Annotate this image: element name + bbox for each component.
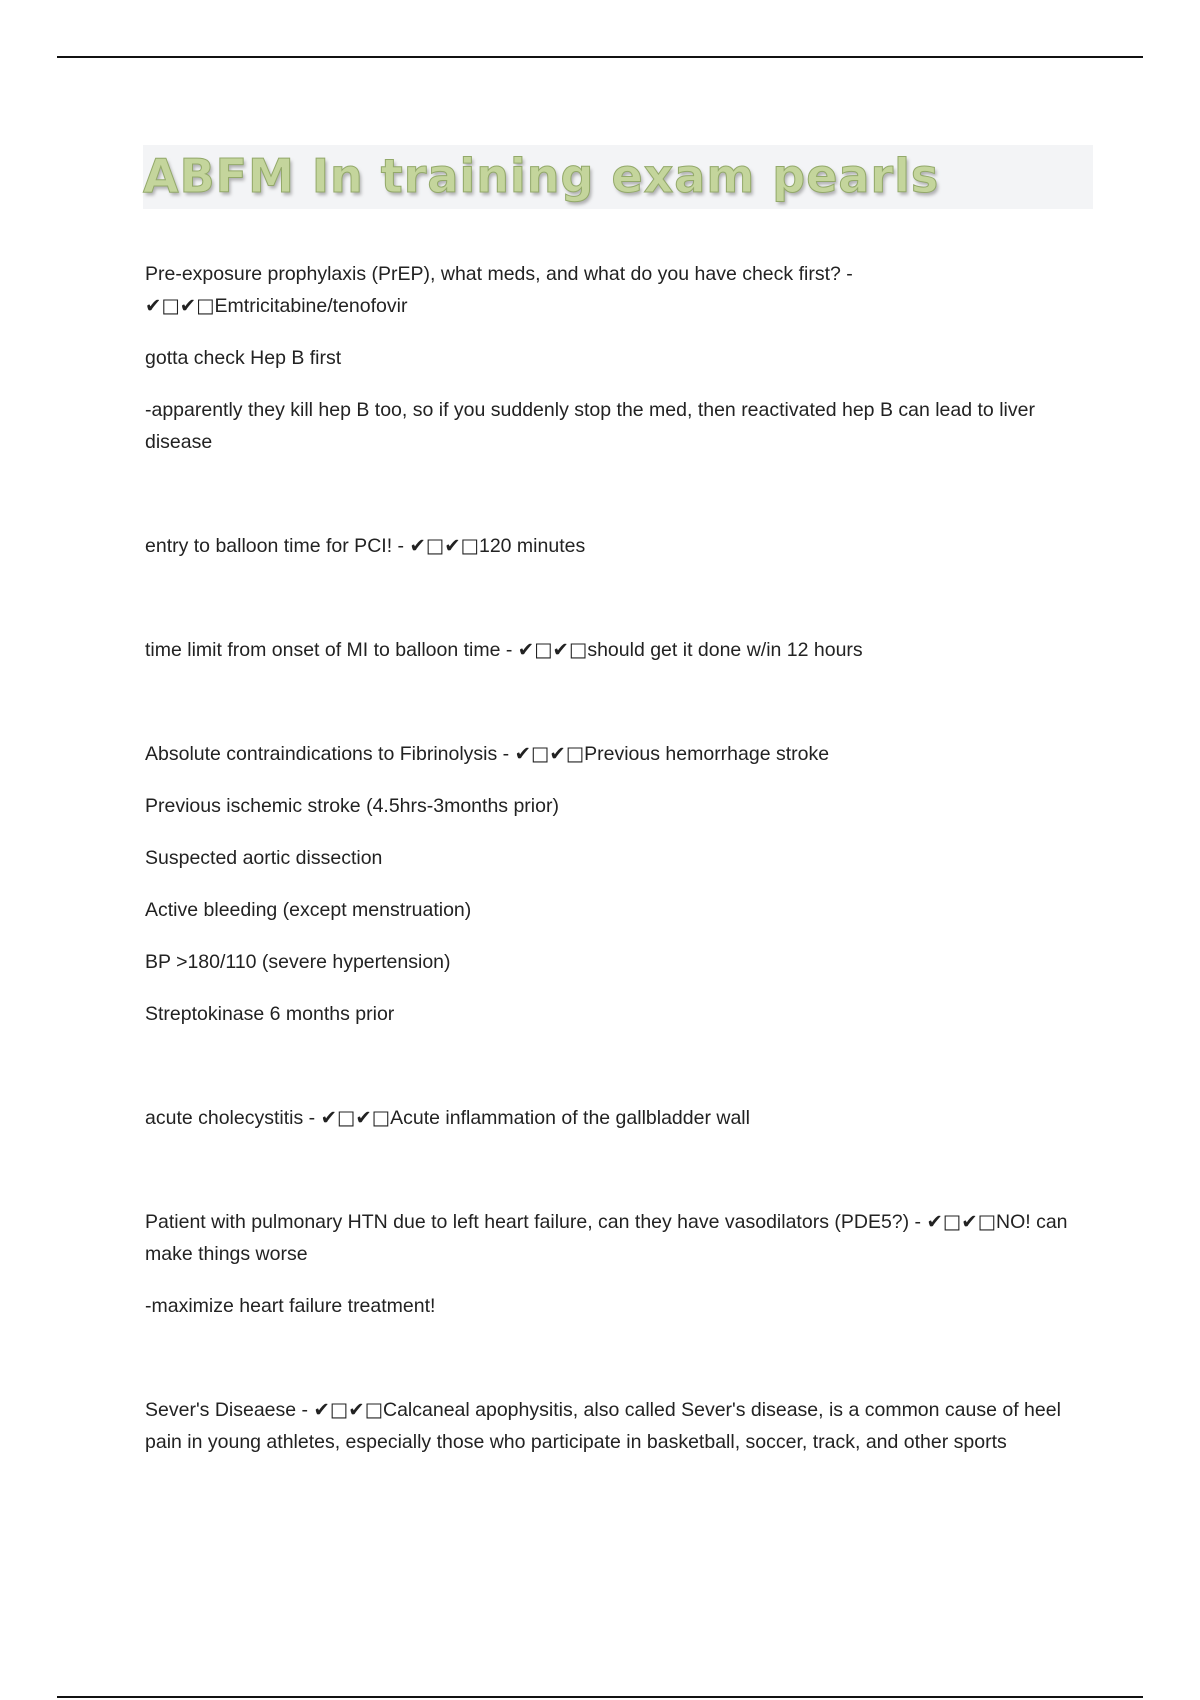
checkmark-icon: ✔□✔□ — [313, 1398, 383, 1421]
checkmark-icon: ✔□✔□ — [145, 294, 215, 317]
question-text: Pre-exposure prophylaxis (PrEP), what meds, and what do you have check first? - — [145, 263, 853, 285]
answer-text: Calcaneal apophysitis, also called Sever's disease, is a common cause of heel pain in young athletes, especially those who participate in basketball, soccer, track, and other sports — [145, 1399, 1061, 1453]
answer-text: should get it done w/in 12 hours — [587, 639, 863, 661]
qa-entry — [145, 1206, 1095, 1270]
document-title: ABFM In training exam pearls — [143, 149, 940, 203]
note-line: gotta check Hep B first — [145, 347, 342, 369]
checkmark-icon: ✔□✔□ — [514, 742, 585, 765]
checkmark-icon: ✔□✔□ — [409, 534, 479, 557]
question-text: time limit from onset of MI to balloon time - — [145, 639, 518, 661]
qa-entry — [145, 1394, 1095, 1458]
checkmark-icon: ✔□✔□ — [926, 1210, 996, 1233]
question-text: entry to balloon time for PCI! - — [145, 535, 410, 557]
note-line: Streptokinase 6 months prior — [145, 1003, 395, 1025]
answer-text: Emtricitabine/tenofovir — [214, 295, 408, 317]
top-divider — [57, 56, 1143, 58]
note-line: Active bleeding (except menstruation) — [145, 899, 472, 921]
answer-text: Previous hemorrhage stroke — [584, 743, 830, 765]
checkmark-icon: ✔□✔□ — [320, 1106, 391, 1129]
question-text: Patient with pulmonary HTN due to left heart failure, can they have vasodilators (PDE5?) - — [145, 1211, 927, 1233]
question-text: Sever's Diseaese - — [145, 1399, 314, 1421]
qa-entry — [145, 738, 1095, 770]
checkmark-icon: ✔□✔□ — [517, 638, 588, 661]
qa-entry — [145, 1102, 1095, 1134]
answer-text: NO! can make things worse — [145, 1211, 1068, 1265]
question-text: Absolute contraindications to Fibrinolysis - — [145, 743, 515, 765]
bottom-divider — [57, 1696, 1143, 1698]
answer-text: Acute inflammation of the gallbladder wall — [390, 1107, 750, 1129]
title-band — [143, 145, 1093, 209]
note-line: -maximize heart failure treatment! — [145, 1295, 436, 1317]
qa-entry — [145, 530, 1095, 562]
note-line: BP >180/110 (severe hypertension) — [145, 951, 451, 973]
answer-text: 120 minutes — [478, 535, 586, 557]
question-text: acute cholecystitis - — [145, 1107, 321, 1129]
document-body — [145, 258, 1095, 1478]
qa-entry — [145, 258, 1095, 322]
note-line: Suspected aortic dissection — [145, 847, 383, 869]
qa-entry — [145, 634, 1095, 666]
note-line: Previous ischemic stroke (4.5hrs-3months prior) — [145, 795, 559, 817]
note-line: -apparently they kill hep B too, so if you suddenly stop the med, then reactivated hep B can lead to liver disease — [145, 399, 1035, 453]
